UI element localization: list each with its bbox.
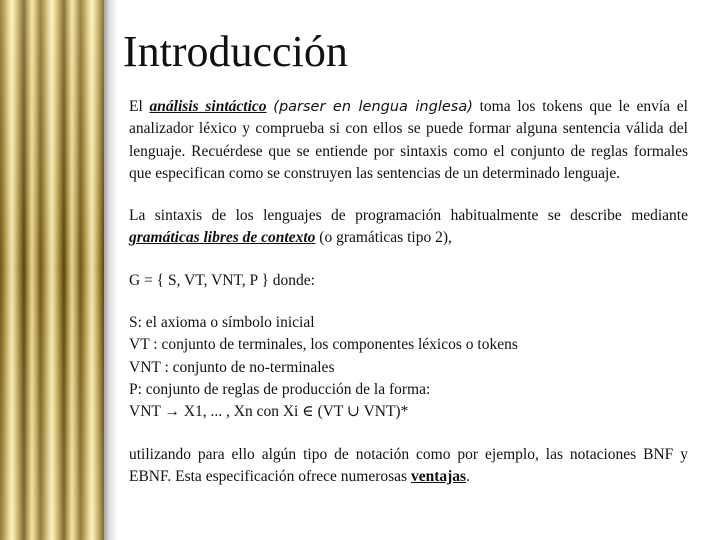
term-gramaticas-libres: gramáticas libres de contexto bbox=[129, 229, 316, 247]
slide-title: Introducción bbox=[123, 27, 348, 76]
slide-body bbox=[129, 96, 688, 488]
p2-text-rest: (o gramáticas tipo 2), bbox=[315, 229, 452, 247]
def-terminals: VT : conjunto de terminales, los componentes léxicos o tokens bbox=[129, 336, 518, 354]
term-analisis-sintactico: análisis sintáctico bbox=[149, 98, 267, 115]
grammar-components bbox=[129, 312, 688, 423]
paragraph-notations bbox=[129, 444, 688, 489]
def-axiom: S: el axioma o símbolo inicial bbox=[129, 314, 315, 332]
p3-text-start: utilizando para ello algún tipo de notación como por ejemplo, las notaciones BNF y EBNF. Esta especificación ofrece numerosas bbox=[129, 445, 688, 485]
p1-text-start: El bbox=[129, 98, 150, 115]
p1-text-rest: toma los tokens que le envía el analizador léxico y comprueba si con ellos se puede formar alguna sentencia válida del lenguaje. Recuérdese que se entiende por sintaxis como el conjunto de reglas formales que especifican como se construyen las sentencias de un determinado lenguaje. bbox=[129, 98, 688, 182]
p2-text-start: La sintaxis de los lenguajes de programación habitualmente se describe mediante bbox=[129, 207, 688, 225]
grammar-definition: G = { S, VT, VNT, P } donde: bbox=[129, 271, 315, 289]
paragraph-syntax-description bbox=[129, 205, 688, 250]
term-ventajas: ventajas bbox=[410, 467, 467, 485]
def-production-form: VNT → X1, ... , Xn con Xi ∈ (VT ∪ VNT)* bbox=[129, 403, 409, 421]
p3-text-end: . bbox=[466, 467, 470, 485]
gold-curtain-decoration bbox=[0, 0, 104, 540]
paragraph-parser-intro bbox=[129, 96, 688, 185]
parser-note: (parser en lengua inglesa) bbox=[273, 99, 473, 115]
def-productions: P: conjunto de reglas de producción de la forma: bbox=[129, 380, 431, 398]
curtain-shadow bbox=[104, 0, 118, 540]
def-nonterminals: VNT : conjunto de no-terminales bbox=[129, 358, 335, 376]
